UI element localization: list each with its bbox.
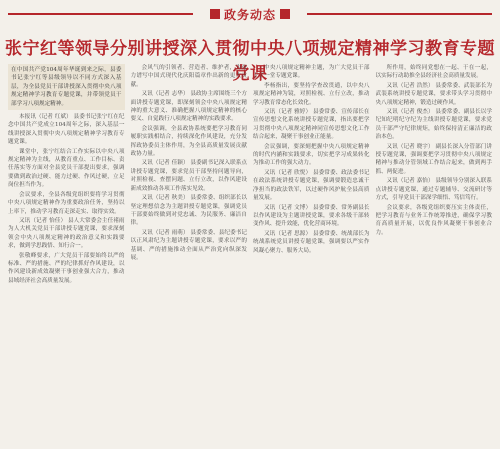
- article-lead: 在中国共产党104周年华诞到来之际，县委书记张宁红等县级领导以不同方式深入基层，为全县党员干部讲授深入贯彻中央八项规定精神学习教育专题党课，并带领党员干部学习八项规定精神。: [8, 64, 125, 110]
- paragraph: 会风气的引领者、营造者、维护者，为奋力谱写中国式现代化庆阳篇章作出新的更大贡献。: [130, 65, 247, 88]
- paragraph: 又讯（记者 欣悦） 县委常委、政法委书记在政法系统讲授专题党课，强调要锻造忠诚干净担当的政法铁军，以过硬作风护航全县高质量发展。: [253, 169, 370, 202]
- paragraph: 又讯（记者 雅婷） 县委常委、宣传部长在宣传思想文化系统讲授专题党课，指出要把学习贯彻中央八项规定精神同宣传思想文化工作结合起来，凝聚干事创业正能量。: [253, 109, 370, 141]
- article-column-3: [253, 64, 370, 444]
- paragraph: 会议强调，要深刻把握中央八项规定精神的时代内涵和实践要求，切实把学习成果转化为推动工作的强大动力。: [253, 143, 370, 167]
- paragraph: 又讯（记者 怡佳） 县人大常委会主任褚雨为人大机关党员干部讲授专题党课，要求深刻领会中央八项规定精神的政治意义和实践要求，做到学思践悟、知行合一。: [8, 217, 125, 250]
- paragraph: 李杨指出，要坚持学查改贯通，以中央八项规定精神为镜，对照检视、立行立改，推动学习教育常态化长效化。: [253, 82, 370, 106]
- section-header: [0, 4, 500, 24]
- paragraph: 张敬峰要求，广大党员干部要始终以严的标准、严的措施、严的纪律抓好作风建设，以作风建设新成效凝聚干事创业强大合力，推动县域经济社会高质量发展。: [8, 252, 125, 284]
- paragraph: 又讯（记者 晓宇） 副县长深入分管部门讲授专题党课，强调要把学习贯彻中央八项规定精神与推动分管领域工作结合起来，做到两手抓、两促进。: [375, 143, 492, 175]
- section-square-icon: [210, 9, 220, 19]
- paragraph: 又讯（记者 俊杰） 县委常委、副县长以学纪知纪明纪守纪为主线讲授专题党课，要求党员干部严守纪律规矩，始终保持清正廉洁的政治本色。: [375, 109, 492, 141]
- paragraph: 又讯（记者 雨萌） 县委常委、县纪委书记以正风肃纪为主题讲授专题党课，要求以严的基调、严的措施推动全面从严治党向纵深发展。: [130, 229, 247, 261]
- paragraph: 会议要求，全县各级党组织要将学习贯彻中央八项规定精神作为重要政治任务，坚持以上率下，推动学习教育走深走实、取得实效。: [8, 191, 125, 215]
- article-column-4: [376, 64, 493, 444]
- paragraph: 会议要求，各级党组织要压实主体责任，把学习教育与业务工作统筹推进，确保学习教育高质量开展，以优良作风凝聚干事创业合力。: [375, 204, 492, 236]
- paragraph: 课堂中，张宁红结合工作实际以中央八项规定精神为主线，从教育重点、工作目标、责任落实等方面对全县党员干部提出要求，强调要做到政治过硬、能力过硬、作风过硬，立足岗位担当作为。: [8, 148, 125, 189]
- paragraph: 中央八项规定精神主题，为广大党员干部上了一堂专题党课。: [253, 65, 370, 80]
- paragraph: 又讯（记者 嘉怡） 县级领导分别深入联系点讲授专题党课，通过专题辅导、交流研讨等方式，引导党员干部深学细悟、笃信笃行。: [375, 178, 492, 202]
- article-headline: 张宁红等领导分别讲授深入贯彻中央八项规定精神学习教育专题党课: [5, 39, 495, 84]
- article-column-2: [131, 64, 248, 444]
- section-label: 政务动态: [223, 7, 276, 22]
- paragraph: 本报讯（记者 红斌） 县委书记张宁红在纪念中国共产党成立104周年之际，深入基层一线讲授深入贯彻中央八项规定精神学习教育专题党课。: [8, 114, 125, 146]
- paragraph: 所作用，始终同党想在一起、干在一起，以实际行动助推全县经济社会高质量发展。: [375, 65, 492, 80]
- paragraph: 又讯（记者 浩然） 县委常委、武装部长为武装系统讲授专题党课，要求带头学习贯彻中央八项规定精神，锻造过硬作风。: [375, 82, 492, 106]
- paragraph: 会议强调，全县政协系统要把学习教育同履职实践相结合，持续深化作风建设，充分发挥政协委员主体作用，为全县高质量发展贡献政协力量。: [130, 125, 247, 158]
- section-square-icon: [280, 9, 290, 19]
- paragraph: 又讯（记者 志华） 县政协主席围绕三个方面讲授专题党课，即深刻领会中央八项规定精神的重大意义、准确把握八项规定精神的核心要义、自觉践行八项规定精神的实践要求。: [130, 91, 247, 123]
- paragraph: 又讯（记者 文博） 县委常委、常务副县长以作风建设为主题讲授党课，要求各级干部转变作风、提升效能，优化营商环境。: [253, 204, 370, 228]
- paragraph: 又讯（记者 思源） 县委常委、统战部长为统战系统党员讲授专题党课，强调要以严实作风凝心聚力、服务大局。: [253, 230, 370, 254]
- article-body: [8, 64, 492, 444]
- paragraph: 又讯（记者 佳颖） 县委副书记深入联系点讲授专题党课，要求党员干部坚持问题导向，对照检视、查摆问题、立行立改，以作风建设新成效推动各项工作落实见效。: [130, 160, 247, 192]
- paragraph: 又讯（记者 秋美） 县委常委、组织部长以坚定理想信念为主题讲授专题党课，强调党员干部要始终做到对党忠诚、为民服务、廉洁自律。: [130, 195, 247, 227]
- article-column-1: [8, 64, 125, 444]
- section-tag: [193, 4, 307, 24]
